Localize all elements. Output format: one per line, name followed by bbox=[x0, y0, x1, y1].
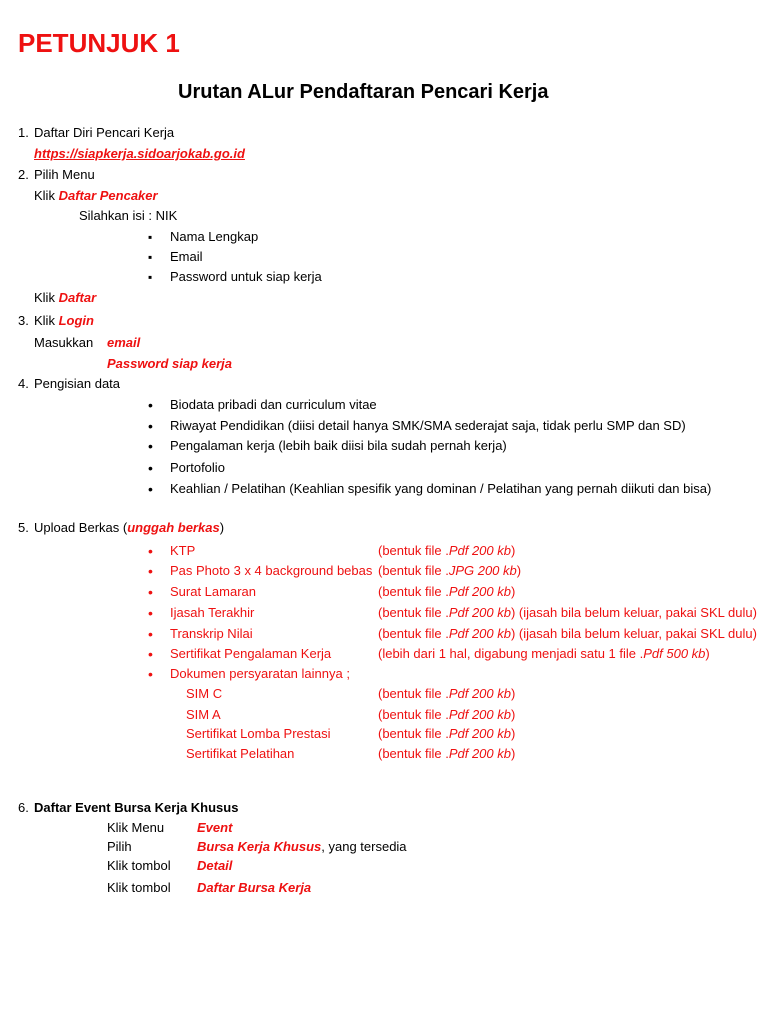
email-input-hint: email bbox=[107, 335, 141, 350]
event-step-action: Klik tombol bbox=[107, 880, 171, 895]
step-2-label: Pilih Menu bbox=[34, 167, 95, 182]
field-item: ▪ Password untuk siap kerja bbox=[170, 269, 322, 285]
menu-daftar: Daftar bbox=[58, 290, 97, 305]
step-6-number: 6. bbox=[18, 800, 29, 815]
upload-item-name: • KTP bbox=[170, 543, 195, 559]
step-6-label: Daftar Event Bursa Kerja Khusus bbox=[34, 800, 239, 815]
upload-close: ) bbox=[219, 520, 225, 535]
page-title: PETUNJUK 1 bbox=[18, 28, 180, 58]
event-step-action: Klik tombol bbox=[107, 858, 171, 873]
page-subtitle: Urutan ALur Pendaftaran Pencari Kerja bbox=[178, 81, 549, 103]
event-step-target: Bursa Kerja Khusus, yang tersedia bbox=[197, 839, 407, 854]
klik-text: Klik bbox=[34, 188, 55, 203]
upload-subitem-name: Sertifikat Pelatihan bbox=[186, 746, 295, 761]
masukkan-label: Masukkan bbox=[34, 335, 94, 350]
upload-subitem-name: SIM C bbox=[186, 686, 223, 701]
upload-item-format: (bentuk file .Pdf 200 kb) bbox=[378, 543, 516, 558]
upload-item-format: (bentuk file .Pdf 200 kb) (ijasah bila belum keluar, pakai SKL dulu) bbox=[378, 605, 757, 620]
upload-subitem-name: Sertifikat Lomba Prestasi bbox=[186, 726, 331, 741]
upload-item-name: • Dokumen persyaratan lainnya ; bbox=[170, 666, 350, 682]
klik-text: Klik bbox=[34, 313, 55, 328]
step-5-label bbox=[34, 520, 224, 536]
upload-emphasis: unggah berkas bbox=[127, 520, 220, 535]
step-4-label: Pengisian data bbox=[34, 376, 121, 391]
upload-label: Upload Berkas ( bbox=[34, 520, 128, 535]
step-3-number: 3. bbox=[18, 313, 29, 328]
data-item: • Pengalaman kerja (lebih baik diisi bila sudah pernah kerja) bbox=[170, 438, 507, 454]
upload-item-name: • Sertifikat Pengalaman Kerja bbox=[170, 646, 331, 662]
upload-item-format: (bentuk file .Pdf 200 kb) (ijasah bila belum keluar, pakai SKL dulu) bbox=[378, 626, 757, 641]
step-5-number: 5. bbox=[18, 520, 29, 535]
step-1-label: Daftar Diri Pencari Kerja bbox=[34, 125, 175, 140]
event-step-target: Event bbox=[197, 820, 233, 835]
event-step-action: Pilih bbox=[107, 839, 132, 854]
step-3-klik bbox=[34, 313, 94, 329]
upload-item-name: • Pas Photo 3 x 4 background bebas bbox=[170, 563, 372, 579]
step-2-klik bbox=[34, 188, 158, 204]
upload-item-format: (bentuk file .Pdf 200 kb) bbox=[378, 584, 516, 599]
upload-item-format: (bentuk file .JPG 200 kb) bbox=[378, 563, 522, 578]
upload-item-format: (lebih dari 1 hal, digabung menjadi satu 1 file .Pdf 500 kb) bbox=[378, 646, 710, 661]
password-input-hint: Password siap kerja bbox=[107, 356, 233, 371]
registration-link[interactable]: https://siapkerja.sidoarjokab.go.id bbox=[34, 146, 245, 161]
data-item: • Portofolio bbox=[170, 460, 225, 476]
field-item: ▪ Email bbox=[170, 249, 203, 265]
step-2-number: 2. bbox=[18, 167, 29, 182]
menu-login: Login bbox=[58, 313, 94, 328]
step-2-isi: Silahkan isi : NIK bbox=[79, 208, 178, 223]
upload-item-name: • Ijasah Terakhir bbox=[170, 605, 254, 621]
klik-text: Klik bbox=[34, 290, 55, 305]
upload-item-name: • Transkrip Nilai bbox=[170, 626, 253, 642]
data-item: • Keahlian / Pelatihan (Keahlian spesifik yang dominan / Pelatihan yang pernah diikuti dan bisa) bbox=[170, 481, 711, 497]
step-2-klik-daftar bbox=[34, 290, 96, 306]
upload-item-name: • Surat Lamaran bbox=[170, 584, 256, 600]
step-4-number: 4. bbox=[18, 376, 29, 391]
field-item: ▪ Nama Lengkap bbox=[170, 229, 258, 245]
event-step-target: Daftar Bursa Kerja bbox=[197, 880, 312, 895]
step-1-number: 1. bbox=[18, 125, 29, 140]
data-item: • Riwayat Pendidikan (diisi detail hanya SMK/SMA sederajat saja, tidak perlu SMP dan SD) bbox=[170, 418, 686, 434]
upload-subitem-format: (bentuk file .Pdf 200 kb) bbox=[378, 686, 516, 701]
data-item: • Biodata pribadi dan curriculum vitae bbox=[170, 397, 377, 413]
event-step-action: Klik Menu bbox=[107, 820, 165, 835]
upload-subitem-format: (bentuk file .Pdf 200 kb) bbox=[378, 707, 516, 722]
event-step-target: Detail bbox=[197, 858, 233, 873]
upload-subitem-name: SIM A bbox=[186, 707, 221, 722]
menu-daftar-pencaker: Daftar Pencaker bbox=[58, 188, 158, 203]
upload-subitem-format: (bentuk file .Pdf 200 kb) bbox=[378, 726, 516, 741]
upload-subitem-format: (bentuk file .Pdf 200 kb) bbox=[378, 746, 516, 761]
